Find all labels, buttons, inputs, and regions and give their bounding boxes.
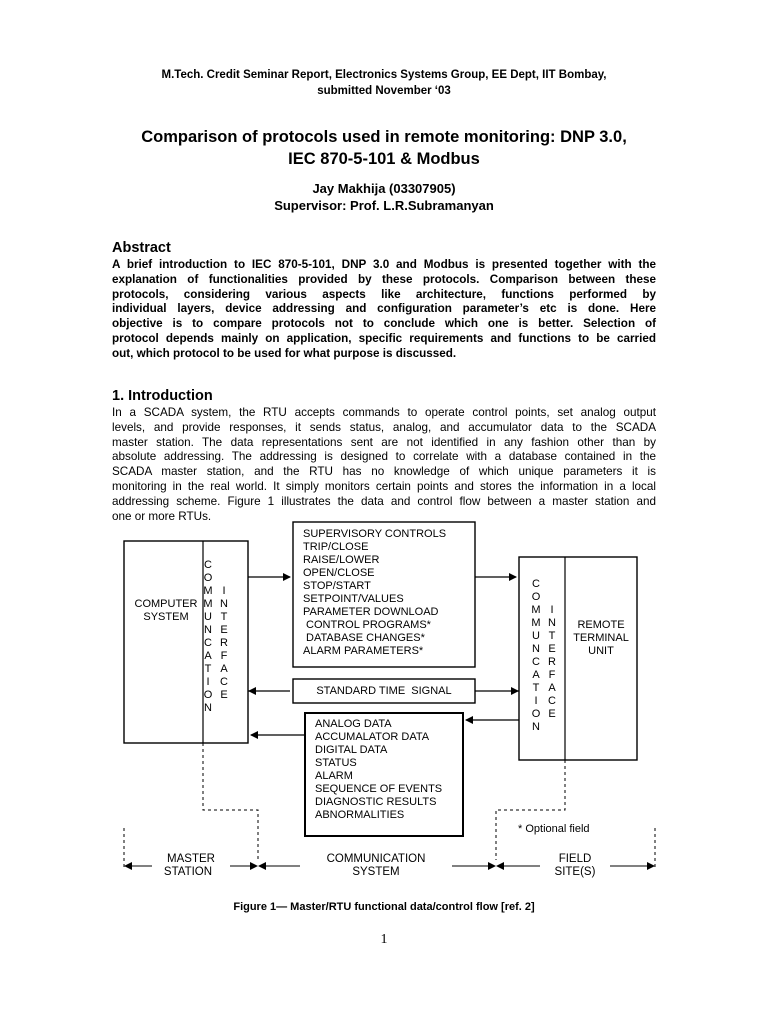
abstract-line: protocol depends mainly on application, specific requirements and functions to be carried	[112, 331, 656, 345]
data-item: DIGITAL DATA	[315, 744, 388, 756]
intro-heading: 1. Introduction	[112, 388, 213, 404]
optional-field-note: * Optional field	[518, 823, 590, 835]
controls-item: PARAMETER DOWNLOAD	[303, 606, 439, 618]
controls-item: STOP/START	[303, 580, 371, 592]
figure-caption: Figure 1— Master/RTU functional data/control flow [ref. 2]	[233, 901, 535, 913]
controls-item: CONTROL PROGRAMS*	[303, 619, 431, 631]
data-item: ANALOG DATA	[315, 718, 392, 730]
author-name: Jay Makhija (03307905)	[312, 181, 456, 196]
intro-line: master station. The data representations sent are not identified in any fashion other than by	[112, 435, 656, 449]
abstract-line: objective is to compare protocols not to conclude which one is better. Selection of	[112, 317, 656, 331]
abstract-line: explanation of functionalities provided by these protocols. Comparison between these	[112, 272, 656, 286]
controls-item: OPEN/CLOSE	[303, 567, 375, 579]
communication-system-line: SYSTEM	[352, 866, 400, 878]
controls-item: SUPERVISORY CONTROLS	[303, 528, 447, 540]
intro-line: absolute addressing. The addressing is designed to correlate with a database contained in the	[112, 450, 656, 464]
master-station-line: STATION	[163, 866, 213, 878]
data-item: STATUS	[315, 757, 357, 769]
data-item: DIAGNOSTIC RESULTS	[315, 796, 437, 808]
computer-system-line: COMPUTER	[134, 598, 198, 610]
supervisor: Supervisor: Prof. L.R.Subramanyan	[274, 198, 494, 213]
controls-item: SETPOINT/VALUES	[303, 593, 404, 605]
data-item: SEQUENCE OF EVENTS	[315, 783, 443, 795]
communication-system-line: COMMUNICATION	[326, 853, 426, 865]
intro-line: monitoring in the real world. It simply monitors certain points and stores the information in a local	[112, 479, 656, 493]
paper-title-line-2: IEC 870-5-101 & Modbus	[288, 150, 480, 168]
data-item: ABNORMALITIES	[315, 809, 405, 821]
abstract-line: A brief introduction to IEC 870-5-101, DNP 3.0 and Modbus is presented together with the	[112, 258, 656, 271]
computer-system-label	[130, 598, 202, 624]
data-list	[315, 718, 442, 822]
controls-item: ALARM PARAMETERS*	[303, 645, 424, 657]
master-communication-vertical: C O M M U N C A T I O N	[203, 559, 213, 714]
communication-system-label	[300, 853, 452, 879]
master-station-line: MASTER	[167, 853, 215, 865]
abstract-line: protocols, considering various aspects like architecture, functions performed by	[112, 287, 656, 301]
rtu-interface-vertical: I N T E R F A C E	[548, 604, 556, 720]
controls-list	[303, 528, 446, 658]
field-sites-label	[540, 853, 610, 879]
rtu-label	[565, 619, 637, 658]
intro-line: addressing scheme. Figure 1 illustrates the data and control flow between a master station and	[112, 494, 656, 508]
page-number: 1	[380, 932, 388, 947]
rtu-label-line: UNIT	[588, 645, 614, 657]
intro-line: SCADA master station, and the RTU has no knowledge of which unique parameters it is	[112, 465, 656, 479]
header-line-2: submitted November ‘03	[317, 85, 451, 97]
intro-line: In a SCADA system, the RTU accepts commands to operate control points, set analog output	[112, 406, 656, 419]
master-station-label	[148, 853, 234, 879]
controls-item: DATABASE CHANGES*	[303, 632, 425, 644]
field-sites-line: SITE(S)	[554, 866, 596, 878]
rtu-label-line: TERMINAL	[573, 632, 629, 644]
controls-item: TRIP/CLOSE	[303, 541, 369, 553]
rtu-communication-vertical: C O M M U N C A T I O N	[531, 578, 541, 733]
data-item: ACCUMALATOR DATA	[315, 731, 430, 743]
intro-line: one or more RTUs.	[112, 509, 212, 523]
field-sites-line: FIELD	[558, 853, 592, 865]
paper-title-line-1: Comparison of protocols used in remote monitoring: DNP 3.0,	[141, 128, 627, 146]
time-signal-label: STANDARD TIME SIGNAL	[316, 685, 452, 697]
header-line-1: M.Tech. Credit Seminar Report, Electronics Systems Group, EE Dept, IIT Bombay,	[161, 69, 607, 81]
intro-line: levels, and provide responses, it sends status, analog, and accumulator data to the SCADA	[112, 420, 656, 434]
controls-item: RAISE/LOWER	[303, 554, 380, 566]
rtu-label-line: REMOTE	[577, 619, 625, 631]
abstract-line: individual layers, device addressing and configuration parameter’s etc is done. Here	[112, 302, 656, 316]
abstract-heading: Abstract	[112, 240, 171, 256]
abstract-line: out, which protocol to be used for what purpose is discussed.	[112, 346, 457, 360]
data-item: ALARM	[315, 770, 353, 782]
computer-system-line: SYSTEM	[143, 611, 189, 623]
master-interface-vertical: I N T E R F A C E	[220, 585, 228, 701]
